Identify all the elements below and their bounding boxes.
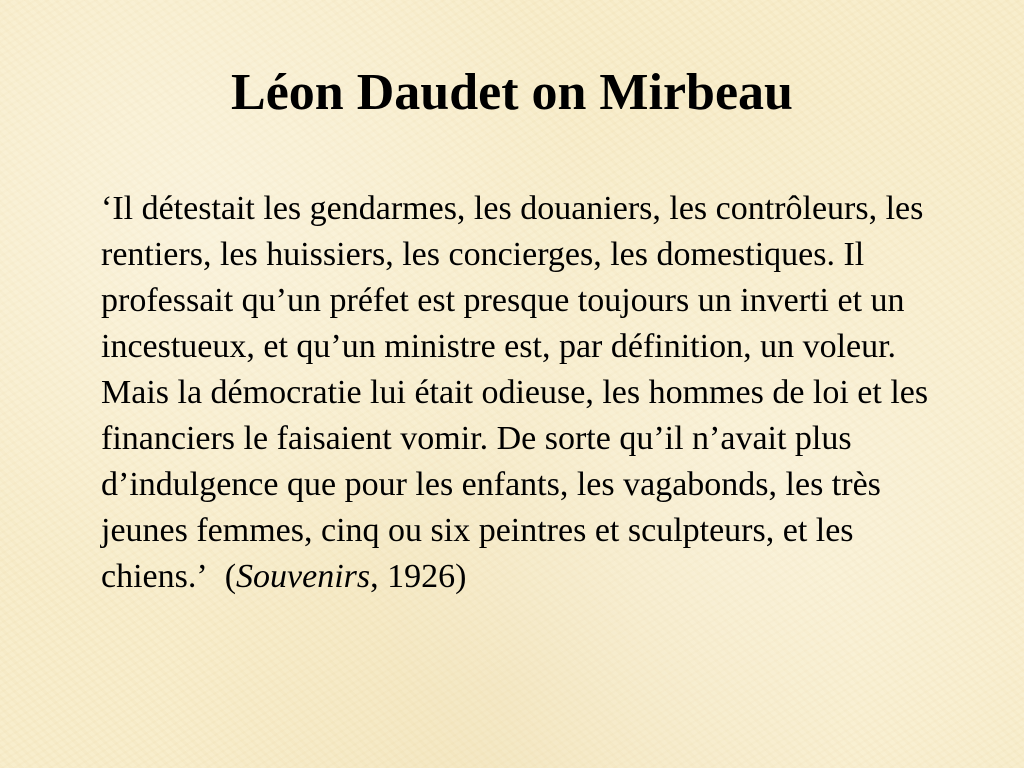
citation-work: Souvenirs xyxy=(236,558,371,595)
citation-rest: , 1926) xyxy=(370,558,467,595)
citation-open: ( xyxy=(224,558,237,595)
quote-text: ‘Il détestait les gendarmes, les douaniers, les contrôleurs, les rentiers, les huissiers, les concierges, les domestiques. Il professait qu’un préfet est presque toujours un inverti et un incestueux, et qu’un ministre est, par définition, un voleur. Mais la démocratie lui était odieuse, les hommes de loi et les financiers le faisaient vomir. De sorte qu’il n’avait plus d’indulgence que pour les enfants, les vagabonds, les très jeunes femmes, cinq ou six peintres et sculpteurs, et les chiens.’ xyxy=(101,190,929,595)
quote-paragraph xyxy=(101,186,971,600)
slide-title: Léon Daudet on Mirbeau xyxy=(231,64,793,121)
